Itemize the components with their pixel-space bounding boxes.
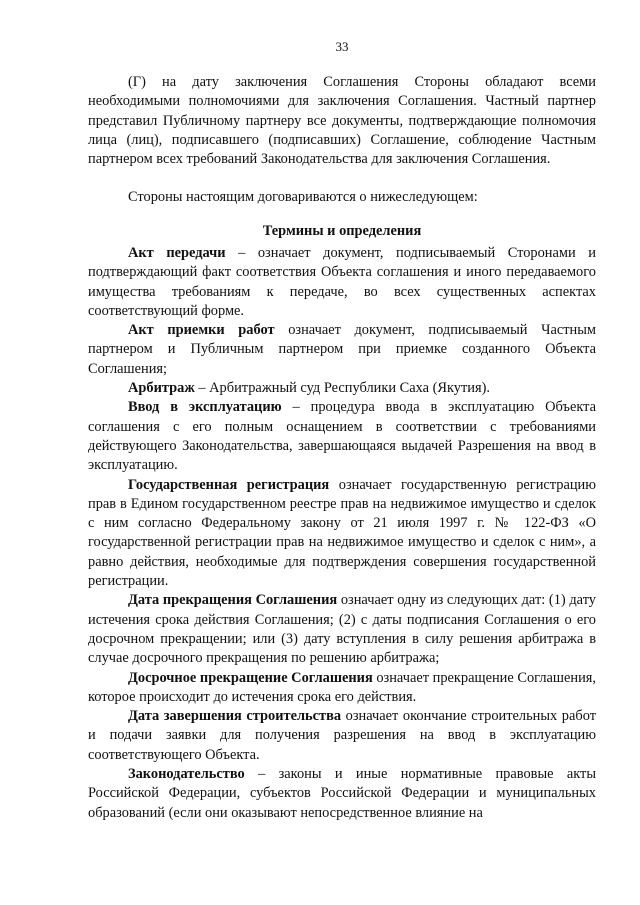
definition-item bbox=[88, 398, 596, 475]
definition-term: Дата завершения строительства bbox=[128, 708, 342, 725]
definition-term: Ввод в эксплуатацию bbox=[128, 399, 282, 416]
definition-item bbox=[88, 476, 596, 592]
intro-paragraph-1: (Г) на дату заключения Соглашения Стороны обладают всеми необходимыми полномочиями для заключения Соглашения. Частный партнер представил Публичному партнеру все документы, подтверждающие полномочия лица (лиц), подписавшего (подписавших) Соглашение, соблюдение Частным партнером всех требований Законодательства для заключения Соглашения. bbox=[88, 74, 596, 168]
definition-term: Государственная регистрация bbox=[128, 476, 330, 493]
definition-term: Досрочное прекращение Соглашения bbox=[128, 669, 373, 686]
definition-item bbox=[88, 765, 596, 823]
section-title: Термины и определения bbox=[262, 223, 422, 239]
definition-term: Арбитраж bbox=[128, 380, 195, 397]
definitions-list bbox=[88, 244, 596, 823]
definition-term: Дата прекращения Соглашения bbox=[128, 592, 338, 609]
intro-paragraph-2: Стороны настоящим договариваются о нижеследующем: bbox=[128, 189, 478, 205]
definition-text: – означает документ, подписываемый Сторонами и подтверждающий факт соответствия Объекта соглашения и иного передаваемого имущества требованиям к передаче, во всех существенных аспектах соответствующий форме. bbox=[88, 245, 596, 319]
definition-text: означает окончание строительных работ и подачи заявки для получения разрешения на ввод в эксплуатацию соответствующего Объекта. bbox=[88, 708, 596, 763]
definition-term: Законодательство bbox=[128, 766, 245, 783]
definition-text: означает документ, подписываемый Частным партнером и Публичным партнером при приемке созданного Объекта Соглашения; bbox=[88, 322, 596, 377]
definition-term: Акт передачи bbox=[128, 245, 226, 261]
definition-item bbox=[88, 321, 596, 379]
definition-item bbox=[88, 669, 596, 708]
definition-item bbox=[88, 244, 596, 321]
definition-text: означает прекращение Соглашения, которое происходит до истечения срока его действия. bbox=[88, 669, 596, 705]
definition-text: означает государственную регистрацию прав в Едином государственном реестре прав на недвижимое имущество и сделок с ним согласно Федеральному закону от 21 июля 1997 г. № 122-ФЗ «О государственной регистрации прав на недвижимое имущество и сделок с ним», а равно действия, необходимые для подтверждения совершения государственной регистрации. bbox=[88, 476, 596, 590]
page-number: 33 bbox=[335, 39, 349, 54]
definition-text: – законы и иные нормативные правовые акты Российской Федерации, субъектов Российской Федерации и муниципальных образований (если они оказывают непосредственное влияние на bbox=[88, 766, 596, 821]
definition-text: означает одну из следующих дат: (1) дату истечения срока действия Соглашения; (2) с даты подписания Соглашения о его досрочном прекращении; или (3) дату вступления в силу решения арбитража в случае досрочного прекращения по решению арбитража; bbox=[88, 592, 596, 667]
definition-item bbox=[88, 379, 596, 398]
definition-item bbox=[88, 591, 596, 668]
definition-text: – Арбитражный суд Республики Саха (Якутия). bbox=[194, 380, 490, 397]
definition-term: Акт приемки работ bbox=[128, 322, 275, 339]
definition-item bbox=[88, 707, 596, 765]
definition-text: – процедура ввода в эксплуатацию Объекта соглашения с его полным оснащением в соответствии с требованиями действующего Законодательства, завершающаяся выдачей Разрешения на ввод в эксплуатацию. bbox=[88, 399, 596, 474]
